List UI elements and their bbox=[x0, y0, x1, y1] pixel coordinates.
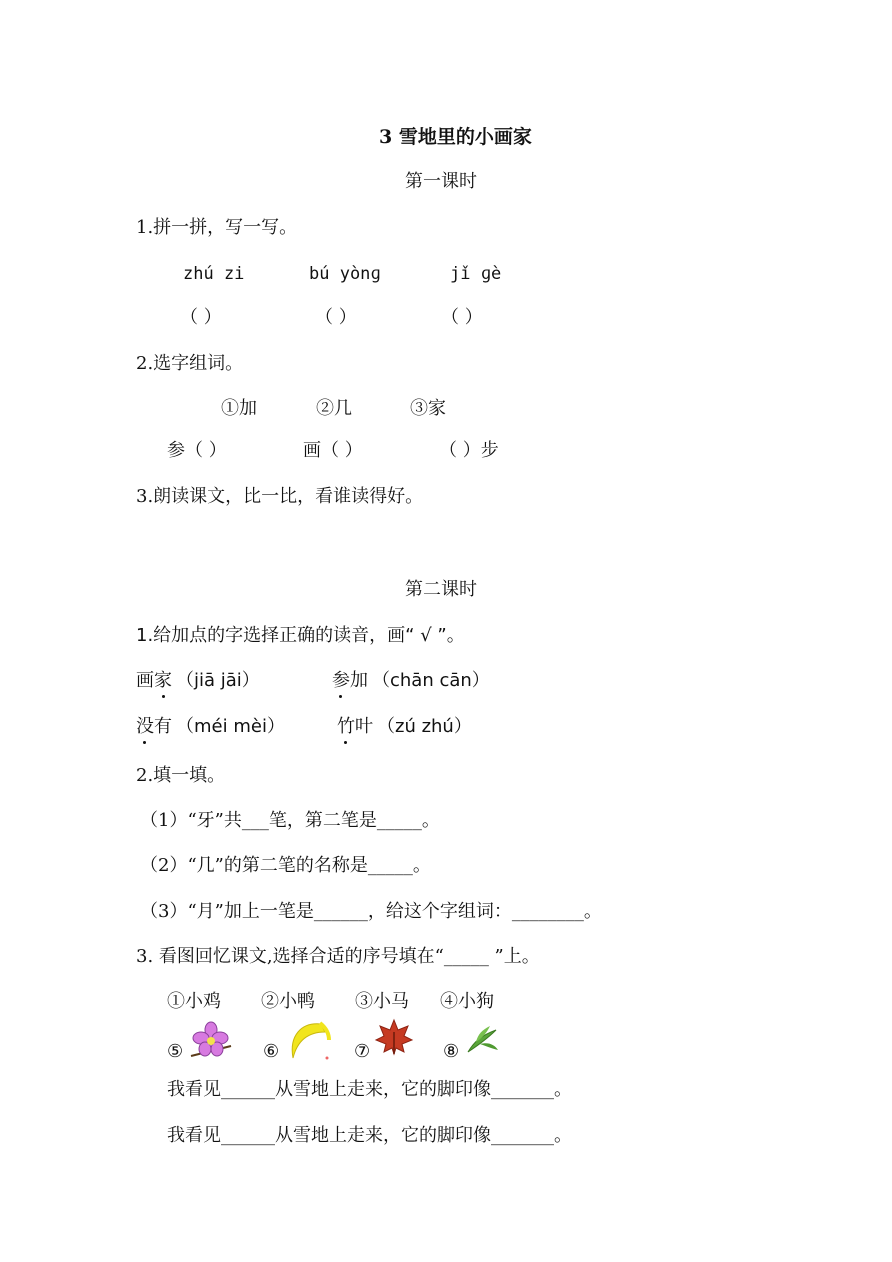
option-2: ②几 bbox=[316, 398, 352, 419]
l2-question-2-prompt: 2.填一填。 bbox=[136, 765, 226, 786]
answer-blank-3[interactable]: （ ） bbox=[441, 307, 483, 328]
animal-option-3: ③小马 bbox=[355, 991, 409, 1012]
animal-option-4: ④小狗 bbox=[440, 991, 494, 1012]
page-title: 3 雪地里的小画家 bbox=[379, 126, 532, 148]
option-1: ①加 bbox=[221, 398, 257, 419]
pronunciation-choices-zhuye[interactable]: （zú zhú） bbox=[377, 716, 472, 737]
emphasis-dot bbox=[143, 741, 146, 744]
pinyin-zhuzi: zhú zi bbox=[183, 264, 245, 284]
crescent-moon-icon bbox=[287, 1018, 333, 1062]
l2-question-1-prompt: 1.给加点的字选择正确的读音，画“ √ ”。 bbox=[136, 625, 465, 646]
dotted-word-canjia: 参加 bbox=[332, 670, 368, 691]
picture-label-7: ⑦ bbox=[354, 1041, 371, 1062]
option-3: ③家 bbox=[410, 398, 446, 419]
lesson-one-heading: 第一课时 bbox=[405, 171, 477, 192]
fill-item-3[interactable]: （3）“月”加上一笔是______，给这个字组词：________。 bbox=[140, 901, 602, 922]
animal-option-2: ②小鸭 bbox=[261, 991, 315, 1012]
dotted-word-huajia: 画家 bbox=[136, 670, 172, 691]
question-3-prompt: 3.朗读课文，比一比，看谁读得好。 bbox=[136, 486, 424, 507]
word-blank-can[interactable]: 参（ ） bbox=[167, 440, 227, 461]
maple-leaf-icon bbox=[374, 1018, 414, 1056]
pinyin-buyong: bú yònɡ bbox=[309, 264, 381, 284]
picture-label-8: ⑧ bbox=[443, 1041, 460, 1062]
pronunciation-choices-canjia[interactable]: （chān cān） bbox=[372, 670, 490, 691]
pronunciation-choices-meiyou[interactable]: （méi mèi） bbox=[176, 716, 285, 737]
dotted-word-meiyou: 没有 bbox=[136, 716, 172, 737]
emphasis-dot bbox=[162, 695, 165, 698]
word-blank-hua[interactable]: 画（ ） bbox=[303, 440, 363, 461]
answer-blank-2[interactable]: （ ） bbox=[315, 307, 357, 328]
animal-option-1: ①小鸡 bbox=[167, 991, 221, 1012]
question-1-prompt: 1.拼一拼，写一写。 bbox=[136, 217, 298, 238]
sentence-2[interactable]: 我看见______从雪地上走来，它的脚印像_______。 bbox=[167, 1125, 572, 1146]
pinyin-jige: jǐ ɡè bbox=[450, 264, 502, 284]
fill-item-1[interactable]: （1）“牙”共___笔，第二笔是_____。 bbox=[140, 810, 440, 831]
l2-question-3-prompt: 3. 看图回忆课文,选择合适的序号填在“_____ ”上。 bbox=[136, 946, 540, 967]
lesson-two-heading: 第二课时 bbox=[405, 579, 477, 600]
emphasis-dot bbox=[344, 741, 347, 744]
word-blank-bu[interactable]: （ ）步 bbox=[439, 440, 499, 461]
bamboo-leaf-icon bbox=[464, 1024, 500, 1056]
answer-blank-1[interactable]: （ ） bbox=[180, 307, 222, 328]
pronunciation-choices-huajia[interactable]: （jiā jāi） bbox=[176, 670, 260, 691]
picture-label-5: ⑤ bbox=[167, 1041, 184, 1062]
plum-blossom-icon bbox=[187, 1018, 235, 1060]
dotted-word-zhuye: 竹叶 bbox=[337, 716, 373, 737]
sentence-1[interactable]: 我看见______从雪地上走来，它的脚印像_______。 bbox=[167, 1079, 572, 1100]
fill-item-2[interactable]: （2）“几”的第二笔的名称是_____。 bbox=[140, 855, 431, 876]
emphasis-dot bbox=[339, 695, 342, 698]
picture-label-6: ⑥ bbox=[263, 1041, 280, 1062]
question-2-prompt: 2.选字组词。 bbox=[136, 353, 244, 374]
